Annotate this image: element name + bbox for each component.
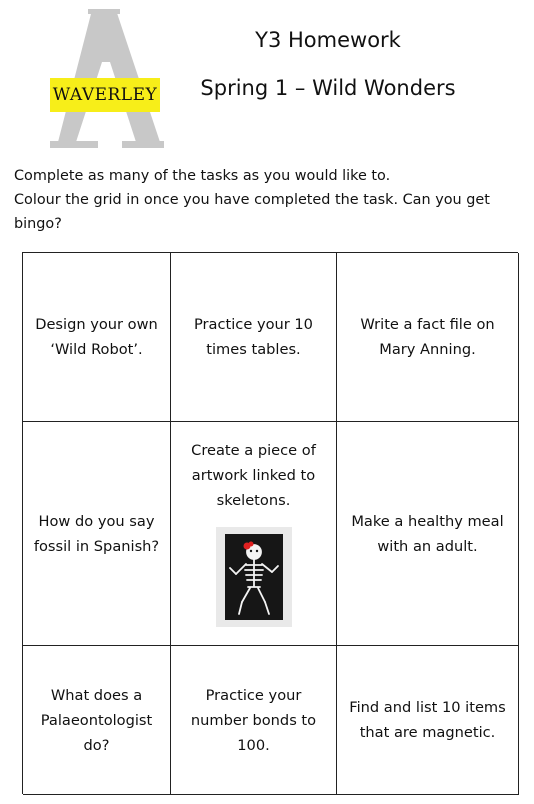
task-cell-number-bonds[interactable] bbox=[171, 646, 337, 795]
task-cell-skeleton-artwork[interactable] bbox=[171, 422, 337, 646]
task-cell-fossil-spanish[interactable] bbox=[23, 422, 171, 646]
skeleton-artwork-icon bbox=[225, 534, 283, 620]
instructions bbox=[14, 164, 522, 236]
page-subtitle: Spring 1 – Wild Wonders bbox=[200, 76, 456, 100]
task-text: Write a fact file on Mary Anning. bbox=[360, 316, 495, 358]
instruction-line-2: Colour the grid in once you have completed the task. Can you get bingo? bbox=[14, 192, 490, 232]
task-cell-palaeontologist[interactable] bbox=[23, 646, 171, 795]
task-text: Practice your number bonds to 100. bbox=[190, 686, 317, 754]
page-title: Y3 Homework bbox=[255, 28, 401, 52]
task-cell-magnetic-items[interactable] bbox=[337, 646, 519, 795]
task-cell-design-robot[interactable] bbox=[23, 253, 171, 422]
task-text: How do you say fossil in Spanish? bbox=[33, 512, 160, 555]
task-text: Make a healthy meal with an adult. bbox=[351, 512, 504, 555]
task-text: Design your own ‘Wild Robot’. bbox=[35, 316, 158, 358]
task-text: Create a piece of artwork linked to skeletons. bbox=[191, 442, 316, 509]
logo-name-band: WAVERLEY bbox=[50, 78, 160, 112]
task-cell-mary-anning[interactable] bbox=[337, 253, 519, 422]
instruction-line-1: Complete as many of the tasks as you would like to. bbox=[14, 168, 391, 184]
school-logo bbox=[48, 8, 166, 150]
skeleton-artwork-image bbox=[216, 527, 292, 627]
task-cell-healthy-meal[interactable] bbox=[337, 422, 519, 646]
task-cell-times-tables[interactable] bbox=[171, 253, 337, 422]
task-text: What does a Palaeontologist do? bbox=[40, 686, 153, 754]
bingo-grid bbox=[22, 252, 518, 794]
task-text: Practice your 10 times tables. bbox=[194, 316, 313, 358]
task-text: Find and list 10 items that are magnetic. bbox=[349, 699, 506, 741]
